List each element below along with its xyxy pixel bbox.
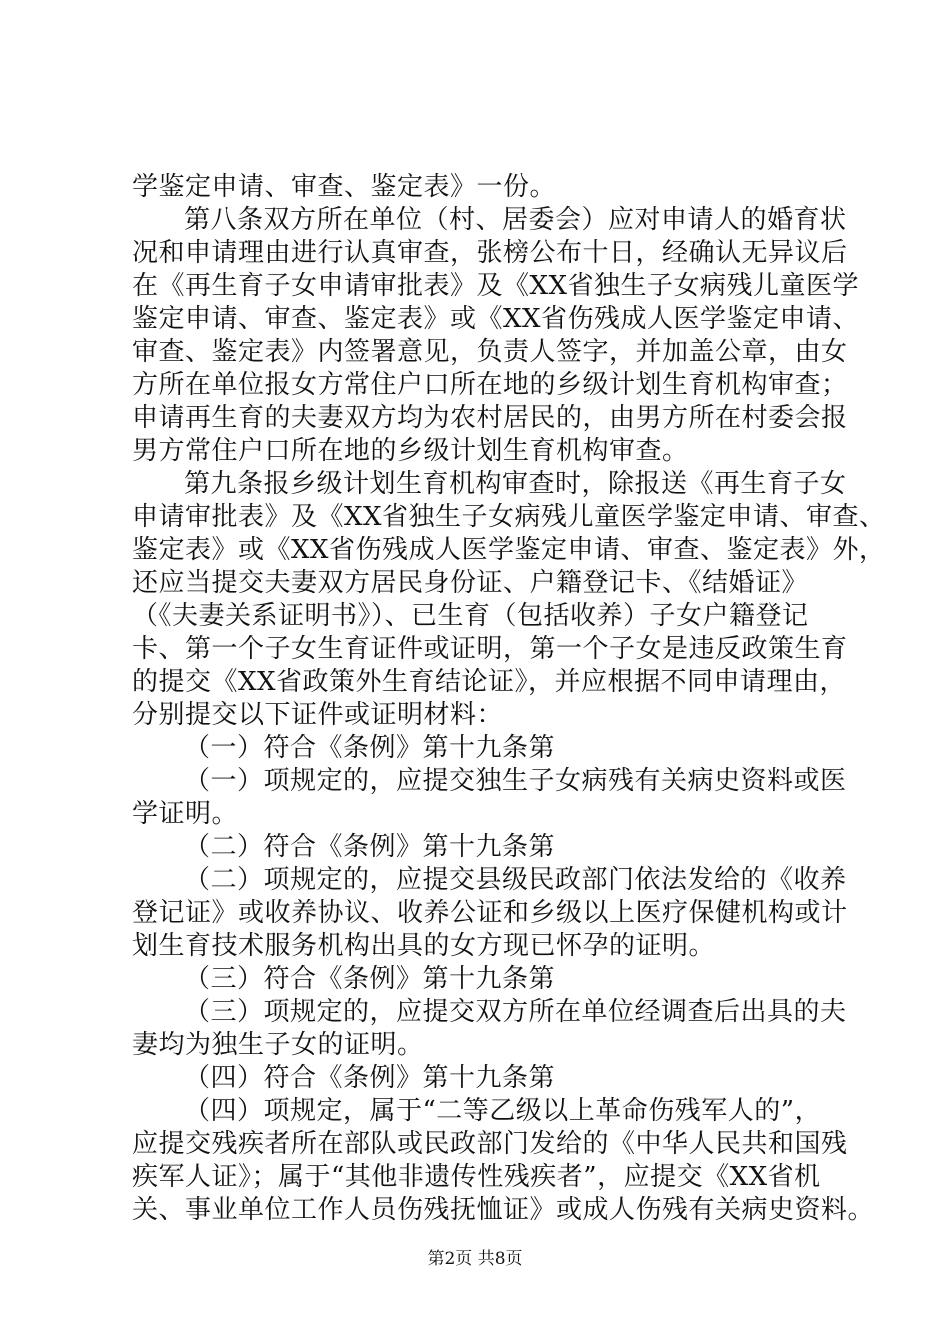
text-line: 还应当提交夫妻双方居民身份证、户籍登记卡、《结婚证》 (132, 568, 809, 598)
text-line: 申请审批表》及《XX省独生子女病残儿童医学鉴定申请、审查、 (132, 502, 886, 532)
text-line: 在《再生育子女申请审批表》及《XX省独生子女病残儿童医学 (132, 271, 860, 301)
text-line: （一）符合《条例》第十九条第 (184, 733, 556, 763)
text-line: 的提交《XX省政策外生育结论证》，并应根据不同申请理由， (132, 667, 847, 697)
text-line: 学鉴定申请、审查、鉴定表》一份。 (132, 172, 557, 202)
text-line: 划生育技术服务机构出具的女方现已怀孕的证明。 (132, 931, 716, 961)
text-line: 学证明。 (132, 799, 239, 829)
text-line: （一）项规定的，应提交独生子女病残有关病史资料或医 (184, 766, 847, 796)
text-line: 男方常住户口所在地的乡级计划生育机构审查。 (132, 436, 689, 466)
text-line: 登记证》或收养协议、收养公证和乡级以上医疗保健机构或计 (132, 898, 848, 928)
text-line: 关、事业单位工作人员伤残抚恤证》或成人伤残有关病史资料。 (132, 1195, 875, 1225)
text-line: 第九条报乡级计划生育机构审查时，除报送《再生育子女 (184, 469, 847, 499)
text-line: 方所在单位报女方常住户口所在地的乡级计划生育机构审查； (132, 370, 848, 400)
text-line: （二）符合《条例》第十九条第 (184, 832, 556, 862)
text-line: （三）项规定的，应提交双方所在单位经调查后出具的夫 (184, 997, 847, 1027)
text-line: 审查、鉴定表》内签署意见，负责人签字，并加盖公章，由女 (132, 337, 848, 367)
text-line: （《夫妻关系证明书》）、已生育（包括收养）子女户籍登记 (132, 601, 809, 631)
page-number-footer: 第2页 共8页 (427, 1249, 523, 1269)
text-line: 妻均为独生子女的证明。 (132, 1030, 424, 1060)
text-line: 况和申请理由进行认真审查，张榜公布十日，经确认无异议后 (132, 238, 848, 268)
text-line: 分别提交以下证件或证明材料： (132, 700, 504, 730)
text-line: （四）符合《条例》第十九条第 (184, 1063, 556, 1093)
text-line: （二）项规定的，应提交县级民政部门依法发给的《收养 (184, 865, 847, 895)
text-line: 鉴定表》或《XX省伤残成人医学鉴定申请、审查、鉴定表》外， (132, 535, 886, 565)
text-line: 疾军人证》；属于“其他非遗传性残疾者”，应提交《XX省机 (132, 1162, 821, 1192)
text-line: （三）符合《条例》第十九条第 (184, 964, 556, 994)
text-line: 应提交残疾者所在部队或民政部门发给的《中华人民共和国残 (132, 1129, 848, 1159)
text-line: （四）项规定，属于“二等乙级以上革命伤残军人的”， (184, 1096, 822, 1126)
text-line: 鉴定申请、审查、鉴定表》或《XX省伤残成人医学鉴定申请、 (132, 304, 860, 334)
text-line: 第八条双方所在单位（村、居委会）应对申请人的婚育状 (184, 205, 847, 235)
text-line: 卡、第一个子女生育证件或证明，第一个子女是违反政策生育 (132, 634, 848, 664)
text-line: 申请再生育的夫妻双方均为农村居民的，由男方所在村委会报 (132, 403, 848, 433)
